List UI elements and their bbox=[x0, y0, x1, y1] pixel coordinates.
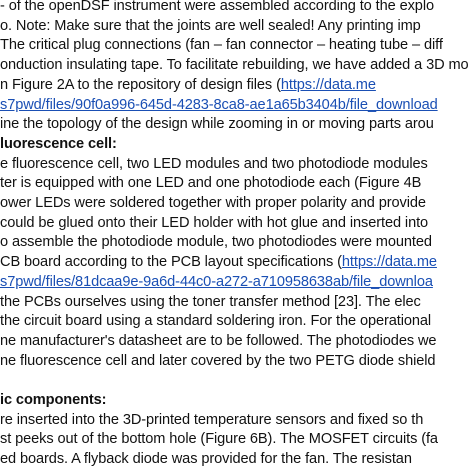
section-heading: ic components: bbox=[0, 392, 107, 408]
text-line bbox=[0, 252, 474, 272]
repository-link[interactable]: s7pwd/files/81dcaa9e-9a6d-44c0-a272-a710958638ab/file_downloa bbox=[0, 273, 433, 290]
repository-link[interactable]: https://data.me bbox=[280, 76, 376, 93]
text-line: ter is equipped with one LED and one photodiode each (Figure 4B bbox=[0, 175, 422, 192]
repository-link[interactable]: s7pwd/files/90f0a996-645d-4283-8ca8-ae1a65b3404b/file_download bbox=[0, 96, 438, 113]
repository-link[interactable]: https://data.me bbox=[341, 254, 437, 271]
text-line bbox=[0, 95, 474, 115]
text-line: onduction insulating tape. To facilitate rebuilding, we have added a 3D mo bbox=[0, 57, 469, 74]
text-line: o. Note: Make sure that the joints are well sealed! Any printing imp bbox=[0, 17, 421, 34]
section-heading: luorescence cell: bbox=[0, 135, 117, 152]
text-line: st peeks out of the bottom hole (Figure 6B). The MOSFET circuits (fa bbox=[0, 431, 438, 448]
text-line bbox=[0, 272, 474, 292]
text-line: could be glued onto their LED holder with hot glue and inserted into bbox=[0, 214, 429, 231]
text-line: ed boards. A flyback diode was provided for the fan. The resistan bbox=[0, 451, 412, 468]
text-line: ne fluorescence cell and later covered by the two PETG diode shield bbox=[0, 352, 436, 369]
text-line: The critical plug connections (fan – fan connector – heating tube – diff bbox=[0, 37, 443, 54]
text-line: e fluorescence cell, two LED modules and two photodiode modules bbox=[0, 155, 428, 172]
line-text: n Figure 2A to the repository of design files ( bbox=[0, 76, 281, 93]
text-line: the circuit board using a standard soldering iron. For the operational bbox=[0, 313, 432, 330]
text-line: re inserted into the 3D-printed temperature sensors and fixed so th bbox=[0, 411, 424, 428]
text-line bbox=[0, 370, 474, 390]
text-line: ine the topology of the design while zooming in or moving parts arou bbox=[0, 116, 434, 133]
text-line bbox=[0, 75, 474, 95]
text-line: - of the openDSF instrument were assembled according to the explo bbox=[0, 0, 434, 14]
line-text: CB board according to the PCB layout specifications ( bbox=[0, 254, 342, 271]
text-line: ower LEDs were soldered together with proper polarity and provide bbox=[0, 195, 426, 211]
text-line: the PCBs ourselves using the toner transfer method [23]. The elec bbox=[0, 293, 421, 310]
text-line: o assemble the photodiode module, two photodiodes were mounted bbox=[0, 234, 432, 251]
text-line: ne manufacturer's datasheet are to be followed. The photodiodes we bbox=[0, 332, 437, 349]
